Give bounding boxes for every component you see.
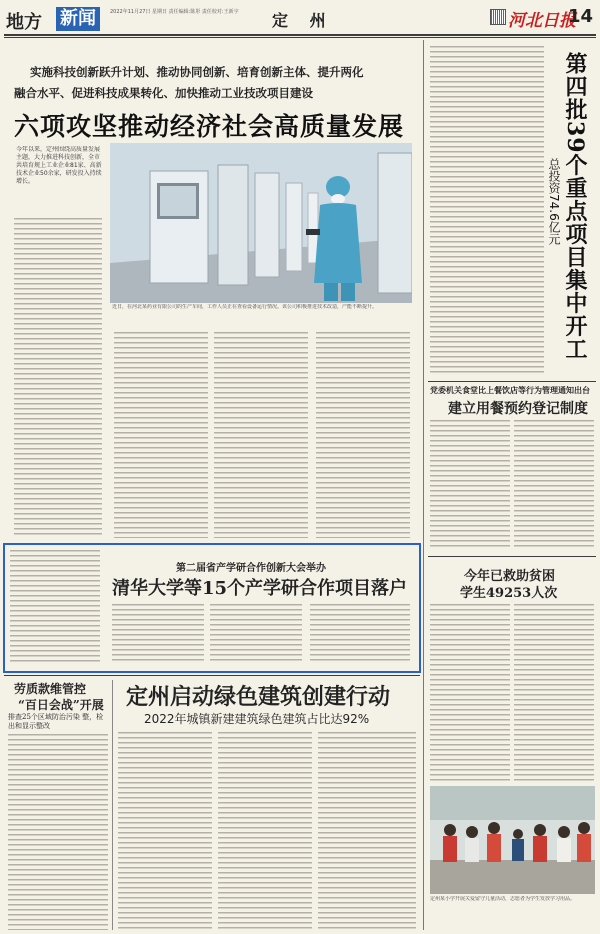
page-number: 14 [568, 6, 594, 27]
header-rule [4, 34, 596, 36]
boxed-text-column [112, 604, 204, 662]
factory-photo-art [110, 143, 412, 303]
right-text-column [430, 46, 544, 376]
bottom-subheadline: 2022年城镇新建建筑绿色建筑占比达92% [144, 712, 370, 726]
masthead-logo: 河北日报 [508, 11, 576, 31]
right-mid-headline: 建立用餐预约登记制度 [448, 401, 588, 417]
boxed-text-column [210, 604, 302, 662]
right-mid-column [514, 420, 594, 550]
lead-headline: 六项攻坚推动经济社会高质量发展 [14, 112, 405, 141]
bottom-text-column [318, 732, 416, 930]
right-vertical-subhead: 总投资74.6亿元 [547, 158, 561, 245]
section-label-highlight: 新闻 [56, 7, 100, 31]
factory-photo [110, 143, 412, 303]
right-low-column [430, 604, 510, 784]
students-photo-art [430, 786, 595, 894]
section-label: 地方 [6, 12, 42, 33]
lead-kicker: 融合水平、促进科技成果转化、加快推动工业技改项目建设 [14, 86, 313, 100]
left-low-headline: “百日会战”开展 [18, 698, 104, 712]
column-divider [423, 40, 424, 930]
photo-caption: 近日，在河北某药业有限公司的生产车间，工作人员正在查看设备运行情况。该公司积极推进技术改造，产能不断提升。 [112, 304, 378, 310]
column-divider [112, 680, 113, 930]
boxed-kicker: 第二届省产学研合作创新大会举办 [176, 563, 326, 574]
right-low-headline: 学生49253人次 [460, 586, 558, 601]
left-low-kicker: 劳质款维管控 [14, 682, 87, 696]
right-mid-column [430, 420, 510, 550]
right-mid-kicker: 党委机关食堂比上餐饮店等行为管理通知出台 [430, 385, 590, 395]
edition-meta: 2022年11月27日 星期日 责任编辑:陈彤 责任校对:王新宇 [110, 9, 239, 15]
lead-summary: 今年以来，定州围绕高质量发展主题，大力推进科技创新，全市共培育规上工业企业81家、高新技术企业50余家，研发投入持续增长。 [16, 146, 102, 185]
boxed-text-column [310, 604, 410, 662]
lead-kicker: 实施科技创新跃升计划、推动协同创新、培育创新主体、提升两化 [30, 65, 364, 79]
left-low-column [8, 734, 108, 930]
barcode-icon [490, 9, 506, 25]
left-low-sub: 排查25个区域防治污染 整，检出和显示整改 [8, 713, 104, 730]
boxed-headline: 清华大学等15个产学研合作项目落户 [112, 578, 408, 599]
right-low-headline: 今年已救助贫困 [464, 569, 556, 584]
right-vertical-headline: 第四批39个重点项目集中开工 [562, 52, 588, 361]
bottom-text-column [218, 732, 312, 930]
bottom-headline: 定州启动绿色建筑创建行动 [126, 684, 391, 710]
section-divider [4, 675, 420, 676]
bottom-text-column [118, 732, 212, 930]
body-text-column [214, 332, 308, 538]
boxed-text-column [10, 550, 100, 662]
right-divider [428, 556, 596, 557]
right-low-column [514, 604, 594, 784]
right-divider [428, 381, 596, 382]
body-text-column [114, 332, 208, 538]
page-name: 定 州 [272, 11, 334, 30]
students-photo-caption: 定州某小学开展关爱留守儿童活动，志愿者为学生发放学习用品。 [430, 896, 576, 902]
body-text-column [316, 332, 410, 538]
body-text-column [14, 218, 102, 538]
students-photo [430, 786, 595, 894]
header-rule-thin [4, 37, 596, 38]
